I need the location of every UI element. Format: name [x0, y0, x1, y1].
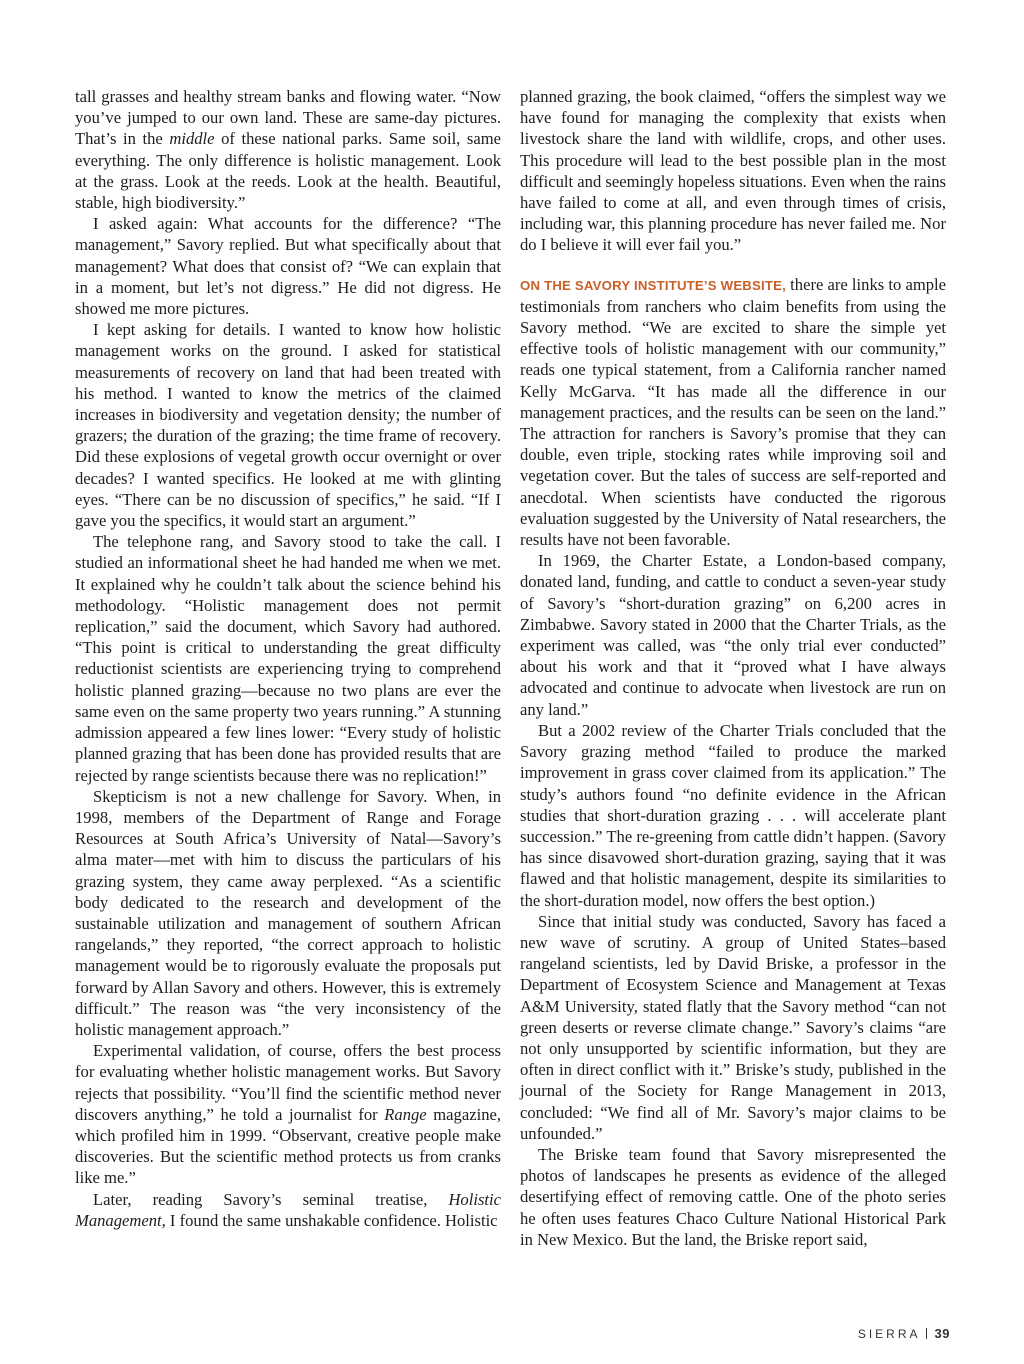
paragraph: I kept asking for details. I wanted to know how holistic management works on the ground. I asked for statistical measurements of recovery on land that had been treated with his method. I wanted to know the metrics of the claimed increases in biodiversity and vegetation density; the number of grazers; the duration of the grazing; the time frame of recovery. Did these explosions of vegetal growth occur overnight or over decades? I wanted specifics. He looked at me with glinting eyes. “There can be no discussion of specifics,” he said. “If I gave you the specifics, it would start an argument.” [75, 320, 501, 531]
text: magazine, which profiled him in 1999. “Observant, creative people make discoveries. But the scientific method protects us from cranks like me.” [75, 1104, 501, 1188]
text: tall grasses and healthy stream banks and flowing water. “Now you’ve jumped to our own land. These are same-day pictures. That’s in the [75, 87, 501, 149]
paragraph: The Briske team found that Savory misrepresented the photos of landscapes he presents as evidence of the alleged desertifying effect of removing cattle. One of the photo series he often uses features Chaco Culture National Historical Park in New Mexico. But the land, the Briske report said, [520, 1144, 946, 1249]
paragraph: Since that initial study was conducted, Savory has faced a new wave of scrutiny. A group of United States–based rangeland scientists, led by David Briske, a professor in the Department of Ecosystem Science and Management at Texas A&M University, stated flatly that the Savory method “can not green deserts or reverse climate change.” Savory’s claims “are not only unsupported by scientific information, but they are often in direct conflict with it.” Briske’s study, published in the journal of the Society for Range Management in 2013, concluded: “We find all of Mr. Savory’s major claims to be unfounded.” [520, 911, 946, 1143]
page-footer [858, 1326, 950, 1341]
paragraph: But a 2002 review of the Charter Trials concluded that the Savory grazing method “failed to produce the marked improvement in grass cover claimed from its application.” The study’s authors found “no definite evidence in the African studies that short-duration grazing . . . will accelerate plant succession.” The re-greening from cattle didn’t happen. (Savory has since disavowed short-duration grazing, saying that it was flawed and that holistic management, despite its similarities to the short-duration model, now offers the best option.) [520, 720, 946, 910]
magazine-name: SIERRA [857, 1327, 921, 1341]
paragraph: planned grazing, the book claimed, “offers the simplest way we have found for managing the complexity that exists when livestock share the land with wildlife, crops, and other uses. This procedure will lead to the best possible plan in the most difficult and seemingly hopeless situations. Even when the rains have failed to come at all, and even through times of crisis, including war, this planning procedure has never failed me. Nor do I believe it will ever fail you.” [520, 87, 946, 255]
text: Later, reading Savory’s seminal treatise, [93, 1189, 449, 1209]
section-paragraph [520, 274, 946, 551]
section-lead-in: ON THE SAVORY INSTITUTE’S WEBSITE, [520, 277, 787, 293]
text: Experimental validation, of course, offers the best process for evaluating whether holistic management works. But Savory rejects that possibility. “You’ll find the scientific method never discovers anything,” he told a journalist for [75, 1041, 501, 1124]
paragraph: I asked again: What accounts for the difference? “The management,” Savory replied. But what specifically about that management? What does that consist of? “We can explain that in a moment, but let’s not digress.” He did not digress. He showed me more pictures. [75, 214, 501, 319]
emphasis: Holistic Management, [75, 1189, 501, 1230]
right-column [520, 86, 946, 1250]
footer-divider [926, 1328, 927, 1339]
paragraph: In 1969, the Charter Estate, a London-based company, donated land, funding, and cattle to conduct a seven-year study of Savory’s “short-duration grazing” on 6,200 acres in Zimbabwe. Savory stated in 2000 that the Charter Trials, as the experiment was called, was “the only trial ever conducted” about his work and that it “proved what I have always advocated and continue to advocate when livestock are run on any land.” [520, 551, 946, 719]
text: there are links to ample testimonials from ranchers who claim benefits from using the Savory method. “We are excited to share the simple yet effective tools of holistic management with our community,” reads one typical statement, from a California rancher named Kelly McGarva. “It has made all the difference in our management practices, and the results can be seen on the land.” The attraction for ranchers is Savory’s promise that they can double, even triple, stocking rates while improving soil and vegetation cover. But the tales of success are self-reported and anecdotal. When scientists have conducted the rigorous evaluation suggested by the University of Natal researchers, the results have not been favorable. [520, 274, 946, 550]
text: I found the same unshakable confidence. Holistic [165, 1210, 498, 1230]
left-column [75, 86, 501, 1231]
paragraph: The telephone rang, and Savory stood to take the call. I studied an informational sheet he had handed me when we met. It explained why he couldn’t talk about the science behind his methodology. “Holistic management does not permit replication,” said the document, which Savory had authored. “This point is critical to understanding the great difficulty reductionist scientists are experiencing trying to comprehend holistic planned grazing—because no two plans are ever the same even on the same property two years running.” A stunning admission appeared a few lines lower: “Every study of holistic planned grazing that has been done has provided results that are rejected by range scientists because there was no replication!” [75, 532, 501, 785]
paragraph [75, 1040, 501, 1188]
paragraph: Skepticism is not a new challenge for Savory. When, in 1998, members of the Department of Range and Forage Resources at South Africa’s University of Natal—Savory’s alma mater—met with him to discuss the particulars of his grazing system, they came away perplexed. “As a scientific body dedicated to the research and development of the sustainable utilization and management of southern African rangelands,” they reported, “the correct approach to holistic management would be to rigorously evaluate the proposals put forward by Allan Savory and others. However, this is extremely difficult.” The reason was “the very inconsistency of the holistic management approach.” [75, 786, 501, 1039]
text: of these national parks. Same soil, same everything. The only difference is holistic management. Look at the grass. Look at the reeds. Look at the health. Beautiful, stable, high biodiversity.” [75, 129, 501, 213]
paragraph [75, 1189, 501, 1231]
emphasis: Range [384, 1104, 427, 1124]
emphasis: middle [169, 129, 215, 149]
paragraph [75, 86, 501, 213]
page-number: 39 [934, 1326, 950, 1341]
